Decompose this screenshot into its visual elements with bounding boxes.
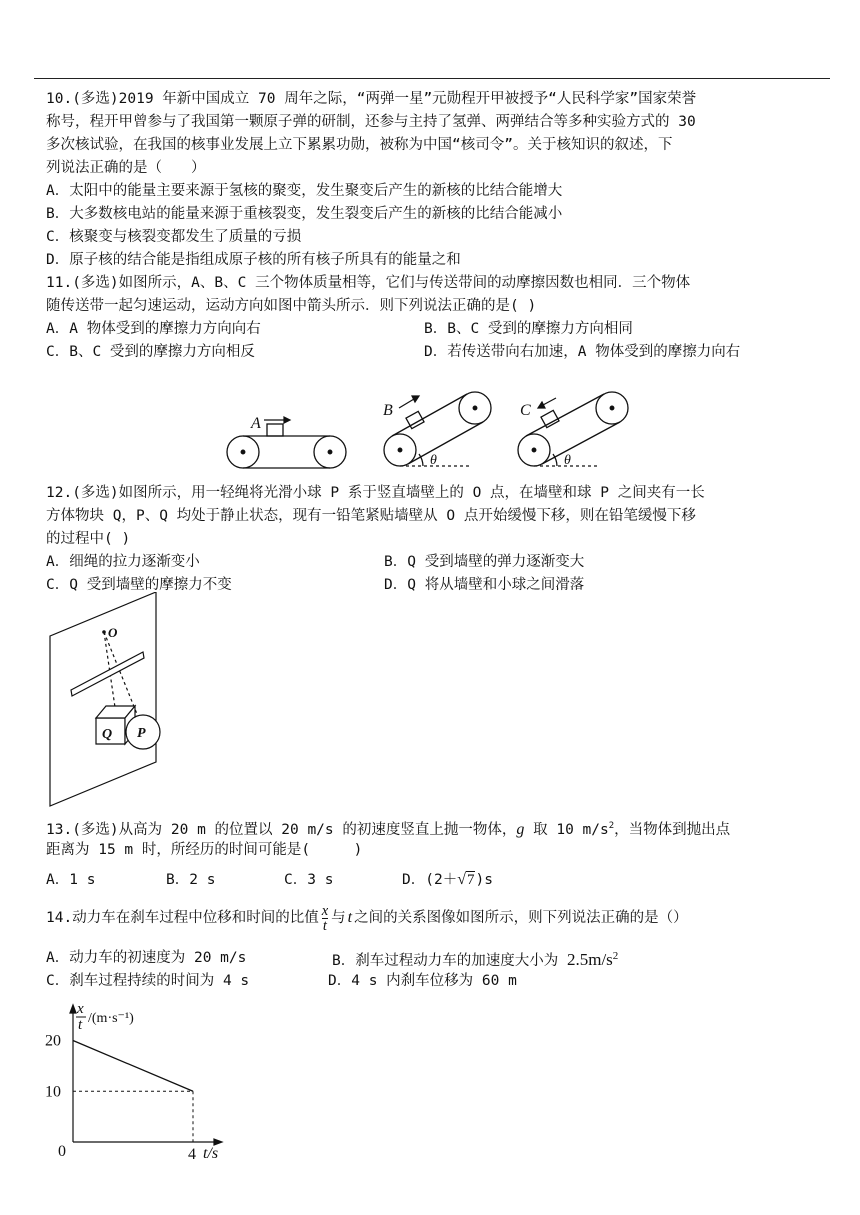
theta-b: θ: [430, 453, 437, 468]
q13-option-b: B．2 s: [166, 872, 216, 888]
q10-stem-line2: 称号，程开甲曾参与了我国第一颗原子弹的研制，还参与主持了氢弹、两弹结合等多种实验方式的 30: [46, 114, 696, 130]
label-p: P: [137, 726, 146, 741]
q14-b-sup: 2: [612, 950, 619, 962]
theta-c: θ: [564, 453, 571, 468]
q12-wall-figure: [44, 592, 162, 808]
arrow-a-icon: [264, 417, 290, 423]
q14-frac-den: t: [322, 917, 327, 934]
q14-stem-part2: 与: [331, 910, 346, 926]
q11-option-b: B．B、C 受到的摩擦力方向相同: [424, 321, 633, 337]
q12-option-c: C．Q 受到墙壁的摩擦力不变: [46, 577, 232, 593]
q10-option-d: D．原子核的结合能是指组成原子核的所有核子所具有的能量之和: [46, 252, 461, 268]
q13-stem-part3: ，当物体到抛出点: [614, 821, 731, 838]
q14-t-symbol: t: [347, 909, 353, 926]
q13-option-d: [402, 870, 493, 890]
ylabel-den: t: [78, 1017, 83, 1033]
q10-stem-line1: 10.(多选)2019 年新中国成立 70 周年之际，“两弹一星”元勋程开甲被授予“人民科学家”国家荣誉: [46, 91, 697, 107]
q12-option-d: D．Q 将从墙壁和小球之间滑落: [384, 577, 585, 593]
q14-frac-num: x: [321, 902, 329, 919]
conveyor-c: [518, 392, 628, 466]
q12-stem-line1: 12.(多选)如图所示，用一轻绳将光滑小球 P 系于竖直墙壁上的 O 点，在墙壁和球 P 之间夹有一长: [46, 485, 705, 501]
q11-option-d: D．若传送带向右加速，A 物体受到的摩擦力向右: [424, 344, 741, 360]
label-o: O: [108, 625, 118, 640]
q12-option-b: B．Q 受到墙壁的弹力逐渐变大: [384, 554, 585, 570]
label-a: A: [251, 415, 261, 432]
origin-label: 0: [58, 1143, 66, 1160]
y-tick-label: 20: [45, 1032, 61, 1050]
q13-d-radicand: 7: [466, 872, 475, 888]
q11-conveyor-figure: [220, 388, 660, 472]
label-c: C: [520, 402, 531, 419]
q14-option-c: C．刹车过程持续的时间为 4 s: [46, 973, 250, 989]
q11-stem-line2: 随传送带一起匀速运动，运动方向如图中箭头所示．则下列说法正确的是( ): [46, 298, 537, 314]
q13-option-a: A．1 s: [46, 872, 96, 888]
q11-stem-line1: 11.(多选)如图所示，A、B、C 三个物体质量相等，它们与传送带间的动摩擦因数也相同．三个物体: [46, 275, 691, 291]
conveyor-a: [227, 424, 346, 468]
q12-stem-line2: 方体物块 Q，P、Q 均处于静止状态，现有一铅笔紧贴墙壁从 O 点开始缓慢下移，则在铅笔缓慢下移: [46, 508, 696, 524]
q13-d-prefix: D．(2＋: [402, 872, 458, 888]
label-b: B: [383, 402, 393, 419]
q10-stem-line4: 列说法正确的是（ ）: [46, 160, 206, 176]
q10-option-a: A．太阳中的能量主要来源于氢核的聚变，发生聚变后产生的新核的比结合能增大: [46, 183, 563, 199]
q14-b-text: B．刹车过程动力车的加速度大小为: [332, 952, 567, 969]
header-rule: [34, 78, 830, 79]
q10-option-c: C．核聚变与核裂变都发生了质量的亏损: [46, 229, 302, 245]
x-tick-label: 4: [188, 1146, 196, 1163]
q14-option-b: [332, 946, 618, 971]
q13-stem-line1: [46, 816, 730, 840]
q14-option-a: A．动力车的初速度为 20 m/s: [46, 950, 247, 966]
ylabel-num: x: [77, 1001, 84, 1017]
q11-option-c: C．B、C 受到的摩擦力方向相反: [46, 344, 255, 360]
q13-stem-part2: 取 10 m/s: [524, 821, 609, 838]
q13-stem-line2: 距离为 15 m 时，所经历的时间可能是( ): [46, 842, 363, 858]
chart-ylabel: [76, 1001, 134, 1033]
q12-option-a: A．细绳的拉力逐渐变小: [46, 554, 200, 570]
xlabel: t/s: [203, 1145, 219, 1162]
q14-stem-part1: 14.动力车在刹车过程中位移和时间的比值: [46, 910, 319, 926]
q12-stem-line3: 的过程中( ): [46, 531, 131, 547]
q10-stem-line3: 多次核试验，在我国的核事业发展上立下累累功勋，被称为中国“核司令”。关于核知识的叙述，下: [46, 137, 673, 153]
y-tick-label: 10: [45, 1083, 61, 1101]
q13-d-suffix: )s: [475, 872, 493, 888]
sqrt-icon: √: [457, 871, 466, 888]
q14-xt-chart: [40, 998, 240, 1164]
q13-sup: 2: [608, 821, 615, 831]
chart-axes: [70, 1005, 222, 1145]
q11-option-a: A．A 物体受到的摩擦力方向向右: [46, 321, 261, 337]
series-line: [73, 1041, 193, 1092]
label-q: Q: [102, 727, 113, 742]
q14-stem-line1: [46, 903, 688, 933]
q13-stem-part1: 13.(多选)从高为 20 m 的位置以 20 m/s 的初速度竖直上抛一物体，: [46, 821, 517, 838]
q14-b-value: 2.5m/s: [566, 949, 613, 969]
ylabel-unit: /(m·s⁻¹): [88, 1011, 134, 1026]
arrow-b-icon: [399, 396, 419, 408]
q14-fraction: [322, 904, 328, 933]
q13-option-c: C．3 s: [284, 872, 334, 888]
conveyor-b: [384, 392, 491, 466]
q13-g-symbol: g: [516, 820, 525, 838]
q14-option-d: D．4 s 内刹车位移为 60 m: [328, 973, 517, 989]
q14-stem-part3: 之间的关系图像如图所示，则下列说法正确的是（）: [354, 910, 688, 926]
q10-option-b: B．大多数核电站的能量来源于重核裂变，发生裂变后产生的新核的比结合能减小: [46, 206, 563, 222]
arrow-c-icon: [538, 398, 556, 408]
